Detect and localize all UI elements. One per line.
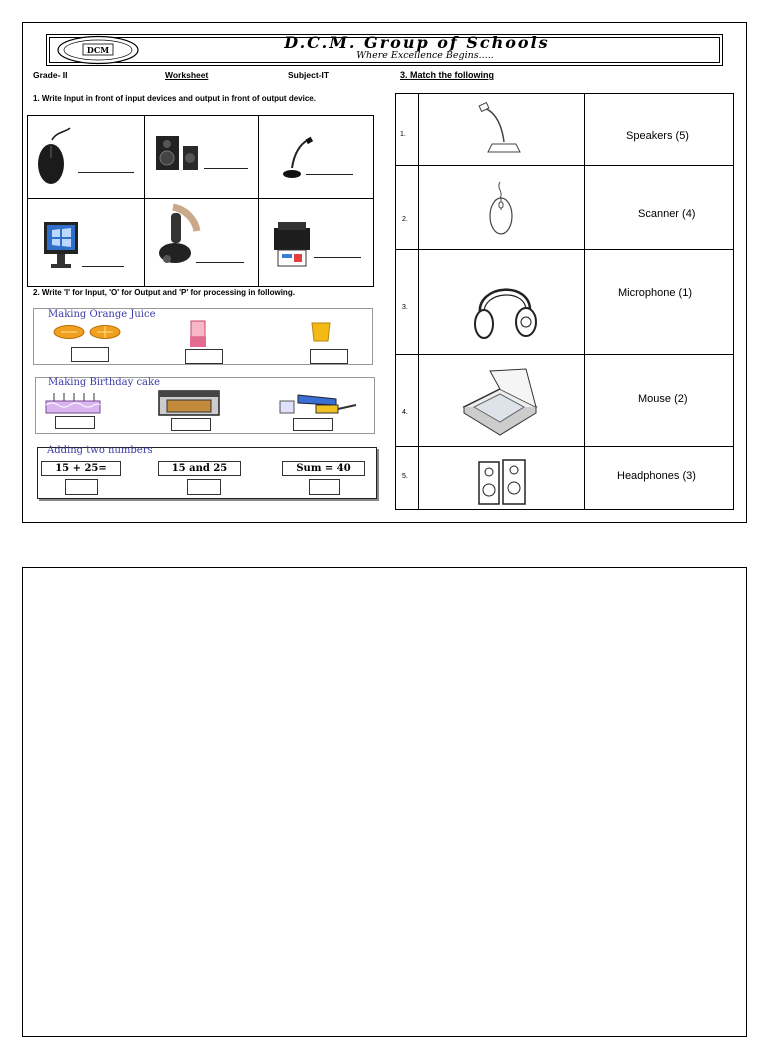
match-device-name: Microphone (1)	[618, 287, 692, 299]
oven-image	[157, 389, 221, 417]
q3-title: 3. Match the following	[400, 70, 494, 80]
juice-title: Making Orange Juice	[48, 309, 156, 320]
school-logo	[56, 35, 140, 65]
equation-3: Sum = 40	[282, 461, 365, 476]
baking-items-image	[276, 391, 358, 417]
monitor-image	[42, 220, 82, 272]
juice-glass-image	[310, 321, 332, 343]
numbers-answer-box-2[interactable]	[187, 479, 221, 495]
match-device-name: Headphones (3)	[617, 470, 696, 482]
numbers-answer-box-1[interactable]	[65, 479, 98, 495]
cake-answer-box-1[interactable]	[55, 416, 95, 429]
scanner-sketch-icon	[460, 367, 540, 437]
juicer-image	[188, 319, 208, 349]
mouse-sketch-icon	[486, 178, 516, 238]
headphones-sketch-icon	[470, 270, 540, 346]
blank-page	[22, 567, 747, 1037]
match-device-name: Scanner (4)	[638, 208, 696, 220]
answer-line-joystick[interactable]	[196, 262, 244, 263]
school-name: D.C.M. Group of Schools	[284, 33, 550, 52]
speakers-image	[154, 134, 200, 172]
cake-answer-box-2[interactable]	[171, 418, 211, 431]
equation-1: 15 + 25=	[41, 461, 121, 476]
answer-line-monitor[interactable]	[82, 266, 124, 267]
subject-label: Subject-IT	[288, 70, 330, 80]
logo-text: DCM	[86, 45, 110, 55]
juice-answer-box-3[interactable]	[310, 349, 348, 364]
match-device-name: Mouse (2)	[638, 393, 688, 405]
juice-answer-box-1[interactable]	[71, 347, 109, 362]
answer-line-printer[interactable]	[314, 257, 361, 258]
numbers-answer-box-3[interactable]	[309, 479, 340, 495]
match-row-number: 1.	[400, 131, 406, 138]
answer-line-mouse[interactable]	[78, 172, 134, 173]
juice-answer-box-2[interactable]	[185, 349, 223, 364]
match-device-name: Speakers (5)	[626, 130, 689, 142]
answer-line-microphone[interactable]	[306, 174, 353, 175]
match-table	[395, 93, 734, 510]
numbers-title: Adding two numbers	[47, 445, 153, 456]
school-tagline: Where Excellence Begins.....	[356, 50, 494, 61]
printer-image	[270, 220, 314, 270]
joystick-image	[155, 203, 201, 269]
mouse-image	[32, 126, 76, 188]
cake-answer-box-3[interactable]	[293, 418, 333, 431]
q1-title: 1. Write Input in front of input devices and output in front of output device.	[33, 94, 316, 103]
cake-image	[42, 391, 104, 415]
match-row-number: 2.	[402, 216, 408, 223]
speakers-sketch-icon	[477, 458, 529, 508]
match-row-number: 5.	[402, 473, 408, 480]
match-row-number: 4.	[402, 409, 408, 416]
match-row-number: 3.	[402, 304, 408, 311]
q2-title: 2. Write 'I' for Input, 'O' for Output and 'P' for processing in following.	[33, 288, 295, 297]
cake-title: Making Birthday cake	[48, 377, 160, 388]
equation-2: 15 and 25	[158, 461, 241, 476]
microphone-sketch-icon	[478, 102, 528, 156]
grade-label: Grade- II	[33, 70, 68, 80]
answer-line-speakers[interactable]	[204, 168, 248, 169]
worksheet-label: Worksheet	[165, 70, 209, 80]
oranges-image	[53, 324, 123, 340]
